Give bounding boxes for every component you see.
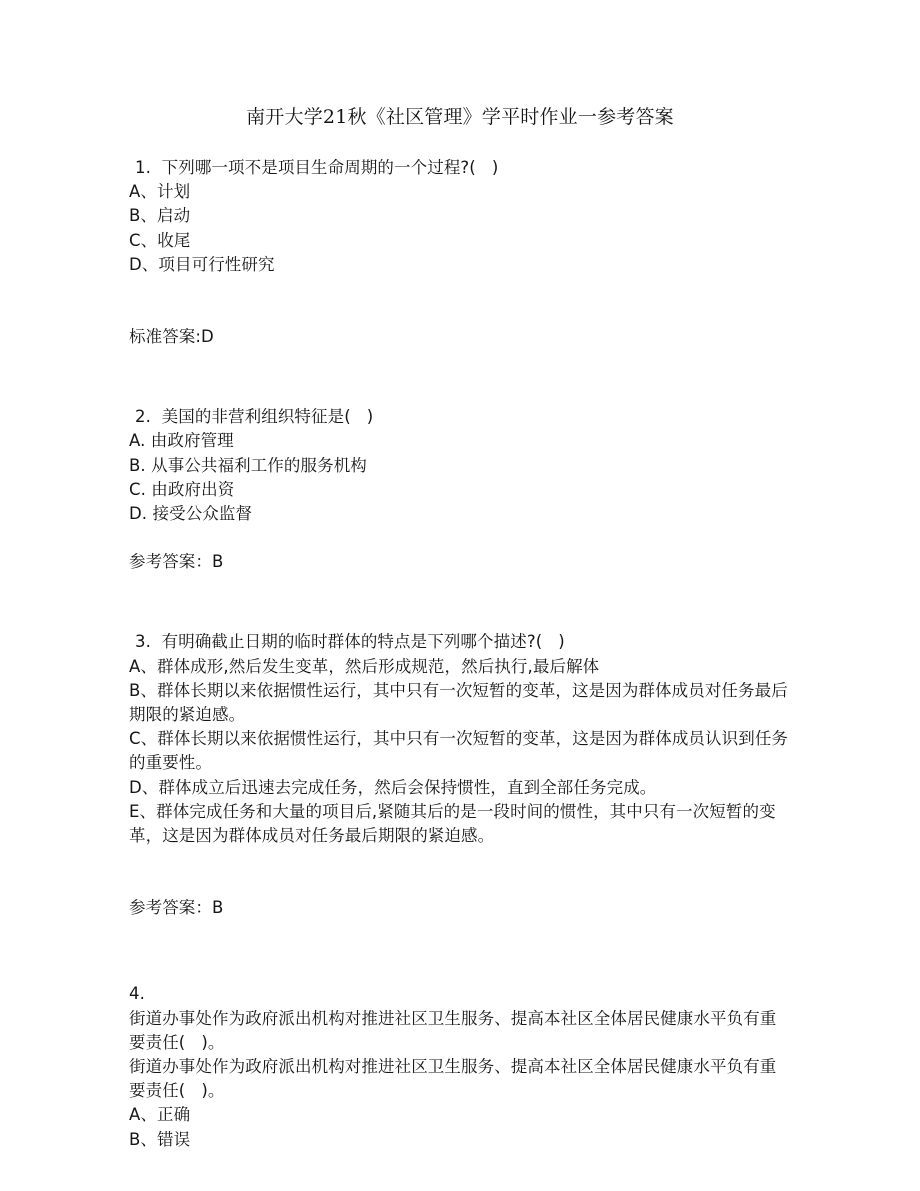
page-title: 南开大学21秋《社区管理》学平时作业一参考答案 — [246, 106, 674, 128]
question-option: E、群体完成任务和大量的项目后,紧随其后的是一段时间的惯性，其中只有一次短暂的变革，这是因为群体成员对任务最后期限的紧迫感。 — [129, 801, 776, 846]
question-option: D、群体成立后迅速去完成任务，然后会保持惯性，直到全部任务完成。 — [129, 777, 657, 797]
question-option: D. 接受公众监督 — [129, 504, 253, 524]
question-option: B、启动 — [129, 206, 191, 226]
spacer — [129, 277, 791, 325]
question-number: 4. — [129, 984, 145, 1004]
question-stem: 1. 下列哪一项不是项目生命周期的一个过程?( ) — [135, 158, 499, 177]
question-stem: 3. 有明确截止日期的临时群体的特点是下列哪个描述?( ) — [135, 632, 565, 652]
question-answer: 标准答案:D — [129, 327, 214, 347]
document-body — [129, 156, 791, 1152]
question-option: B. 从事公共福利工作的服务机构 — [129, 455, 367, 475]
question-option: A、正确 — [129, 1105, 191, 1125]
spacer — [129, 920, 791, 982]
question-option: A、计划 — [129, 182, 191, 202]
question-option: C. 由政府出资 — [129, 479, 235, 499]
question-block-1 — [129, 156, 791, 349]
question-option: A. 由政府管理 — [129, 431, 234, 451]
spacer — [129, 526, 791, 550]
question-option: B、群体长期以来依据惯性运行，其中只有一次短暂的变革，这是因为群体成员对任务最后期限的紧迫感。 — [129, 680, 788, 725]
question-answer: 参考答案：B — [129, 552, 224, 572]
question-option: C、收尾 — [129, 230, 191, 250]
question-option: A、群体成形,然后发生变革，然后形成规范，然后执行,最后解体 — [129, 656, 600, 676]
question-statement: 街道办事处作为政府派出机构对推进社区卫生服务、提高本社区全体居民健康水平负有重要责任( )。 — [129, 1008, 777, 1052]
question-option: D、项目可行性研究 — [129, 254, 275, 274]
spacer — [129, 574, 791, 630]
question-option: C、群体长期以来依据惯性运行，其中只有一次短暂的变革，这是因为群体成员认识到任务的重要性。 — [129, 729, 789, 773]
question-block-4 — [129, 982, 791, 1151]
question-block-2 — [129, 405, 791, 574]
question-answer: 参考答案：B — [129, 898, 224, 918]
question-block-3 — [129, 630, 791, 920]
question-stem: 2. 美国的非营利组织特征是( ) — [135, 407, 374, 427]
question-option: B、错误 — [129, 1129, 191, 1149]
spacer — [129, 848, 791, 896]
spacer — [129, 349, 791, 405]
question-statement: 街道办事处作为政府派出机构对推进社区卫生服务、提高本社区全体居民健康水平负有重要责任( )。 — [129, 1057, 777, 1101]
